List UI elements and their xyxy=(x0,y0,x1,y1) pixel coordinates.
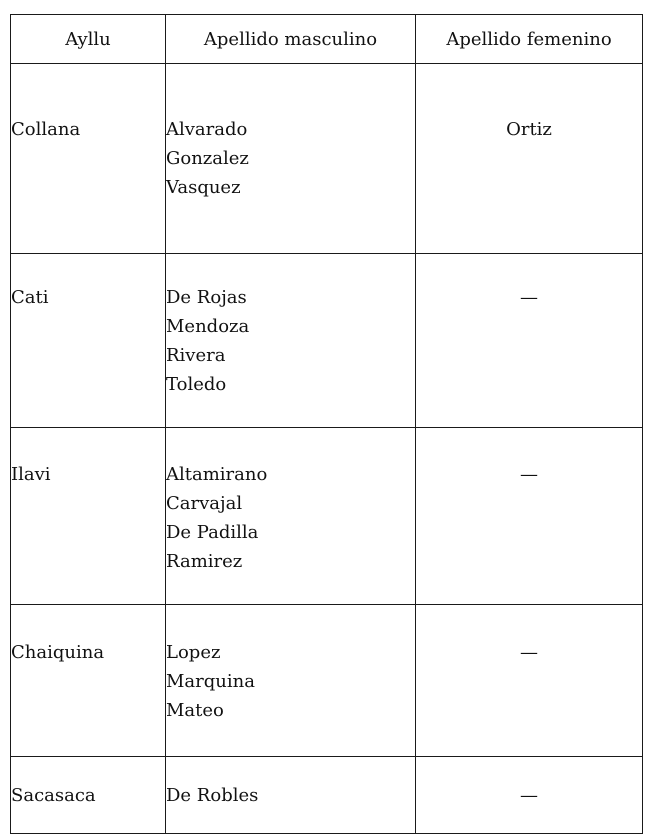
masculine-surnames-cell xyxy=(166,757,416,834)
feminine-surname-dash: — xyxy=(520,287,538,308)
masculine-surnames-cell xyxy=(166,64,416,254)
masculine-surnames-cell xyxy=(166,605,416,757)
ayllu-cell: Cati xyxy=(11,254,166,428)
ayllu-cell: Collana xyxy=(11,64,166,254)
masculine-surname: Altamirano xyxy=(166,464,268,485)
header-ayllu: Ayllu xyxy=(11,15,166,64)
masculine-surname: De Rojas xyxy=(166,287,247,308)
masculine-surname: Lopez xyxy=(166,642,221,663)
masculine-surname: De Padilla xyxy=(166,522,259,543)
surname-table-container xyxy=(10,14,642,806)
feminine-surname-cell xyxy=(416,757,643,834)
masculine-surname: Gonzalez xyxy=(166,148,249,169)
masculine-surname: Toledo xyxy=(166,374,227,395)
surname-table xyxy=(10,14,643,834)
masculine-surnames-cell xyxy=(166,254,416,428)
feminine-surname-cell xyxy=(416,254,643,428)
masculine-surname: Marquina xyxy=(166,671,255,692)
table-row xyxy=(11,428,643,605)
header-row xyxy=(11,15,643,64)
ayllu-cell: Sacasaca xyxy=(11,757,166,834)
masculine-surname: Alvarado xyxy=(166,119,248,140)
masculine-surname: Mateo xyxy=(166,700,224,721)
masculine-surname: Vasquez xyxy=(166,177,241,198)
ayllu-cell: Ilavi xyxy=(11,428,166,605)
masculine-surname: Mendoza xyxy=(166,316,250,337)
feminine-surname: Ortiz xyxy=(506,119,552,140)
table-row xyxy=(11,64,643,254)
masculine-surname: Carvajal xyxy=(166,493,243,514)
table-row xyxy=(11,254,643,428)
feminine-surname-cell xyxy=(416,428,643,605)
feminine-surname-dash: — xyxy=(520,784,538,806)
feminine-surname-dash: — xyxy=(520,642,538,663)
header-masculine-surname: Apellido masculino xyxy=(166,15,416,64)
table-row xyxy=(11,605,643,757)
header-feminine-surname: Apellido femenino xyxy=(416,15,643,64)
feminine-surname-dash: — xyxy=(520,464,538,485)
feminine-surname-cell xyxy=(416,605,643,757)
table-row xyxy=(11,757,643,834)
masculine-surname: De Robles xyxy=(166,784,259,806)
masculine-surname: Rivera xyxy=(166,345,226,366)
masculine-surname: Ramirez xyxy=(166,551,243,572)
feminine-surname-cell xyxy=(416,64,643,254)
ayllu-cell: Chaiquina xyxy=(11,605,166,757)
masculine-surnames-cell xyxy=(166,428,416,605)
